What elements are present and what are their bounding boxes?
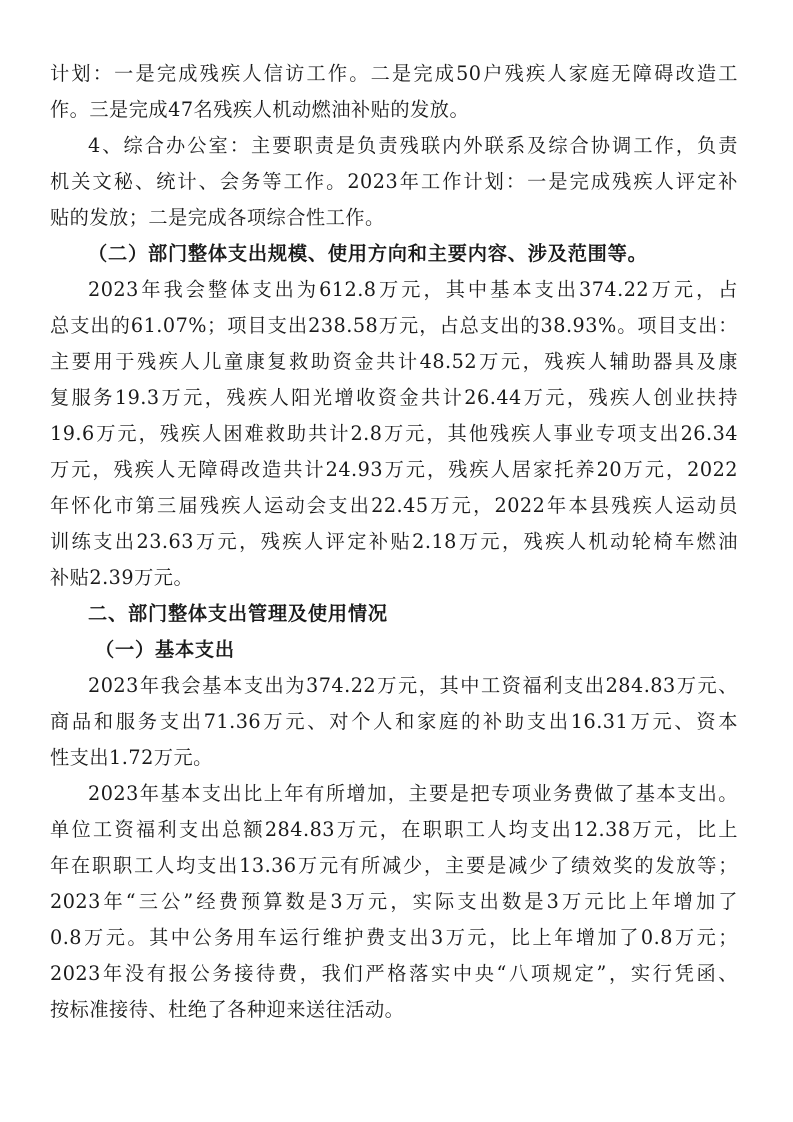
document-page (50, 56, 738, 1028)
text-line: 年怀化市第三届残疾人运动会支出22.45万元，2022年本县残疾人运动员 (50, 494, 738, 517)
text-line: 贴的发放；二是完成各项综合性工作。 (50, 206, 385, 229)
text-line: 机关文秘、统计、会务等工作。2023年工作计划：一是完成残疾人评定补 (50, 170, 738, 193)
text-line: 总支出的61.07%；项目支出238.58万元，占总支出的38.93%。项目支出： (50, 314, 738, 337)
paragraph-work-plan-continuation (50, 56, 738, 128)
paragraph-basic-expenditure-analysis (50, 776, 738, 1028)
text-line: 2023年我会整体支出为612.8万元，其中基本支出374.22万元，占 (88, 278, 738, 301)
text-line: 按标准接待、杜绝了各种迎来送往活动。 (50, 998, 405, 1021)
text-line: 计划：一是完成残疾人信访工作。二是完成50户残疾人家庭无障碍改造工 (50, 62, 738, 85)
subsection-heading-basic-expenditure: （一）基本支出 (95, 638, 235, 661)
text-line: 万元，残疾人无障碍改造共计24.93万元，残疾人居家托养20万元，2022 (50, 458, 738, 481)
text-line: 年在职职工人均支出13.36万元有所减少，主要是减少了绩效奖的发放等； (50, 854, 738, 877)
paragraph-basic-expenditure (50, 668, 738, 776)
text-line: 训练支出23.63万元，残疾人评定补贴2.18万元，残疾人机动轮椅车燃油 (50, 530, 738, 553)
text-line: 主要用于残疾人儿童康复救助资金共计48.52万元，残疾人辅助器具及康 (50, 350, 738, 373)
text-line: 2023年基本支出比上年有所增加，主要是把专项业务费做了基本支出。 (88, 782, 738, 805)
section-heading-expenditure-management: 二、部门整体支出管理及使用情况 (88, 602, 388, 625)
text-line: 单位工资福利支出总额284.83万元，在职职工人均支出12.38万元，比上 (50, 818, 738, 841)
text-line: 2023年我会基本支出为374.22万元，其中工资福利支出284.83万元、 (88, 674, 738, 697)
text-line: 2023年没有报公务接待费，我们严格落实中央“八项规定”，实行凭函、 (50, 962, 738, 985)
text-line: 作。三是完成47名残疾人机动燃油补贴的发放。 (50, 98, 470, 121)
text-line: 2023年“三公”经费预算数是3万元，实际支出数是3万元比上年增加了 (50, 890, 738, 913)
text-line: 性支出1.72万元。 (50, 746, 213, 769)
paragraph-overall-expenditure (50, 272, 738, 596)
paragraph-general-office (50, 128, 738, 236)
text-line: 0.8万元。其中公务用车运行维护费支出3万元，比上年增加了0.8万元； (50, 926, 738, 949)
text-line: 19.6万元，残疾人困难救助共计2.8万元，其他残疾人事业专项支出26.34 (50, 422, 738, 445)
text-line: 补贴2.39万元。 (50, 566, 194, 589)
text-line: 4、综合办公室：主要职责是负责残联内外联系及综合协调工作，负责 (88, 134, 738, 157)
text-line: 复服务19.3万元，残疾人阳光增收资金共计26.44万元，残疾人创业扶持 (50, 386, 738, 409)
text-line: 商品和服务支出71.36万元、对个人和家庭的补助支出16.31万元、资本 (50, 710, 738, 733)
section-heading-expenditure-scale: （二）部门整体支出规模、使用方向和主要内容、涉及范围等。 (88, 242, 648, 265)
